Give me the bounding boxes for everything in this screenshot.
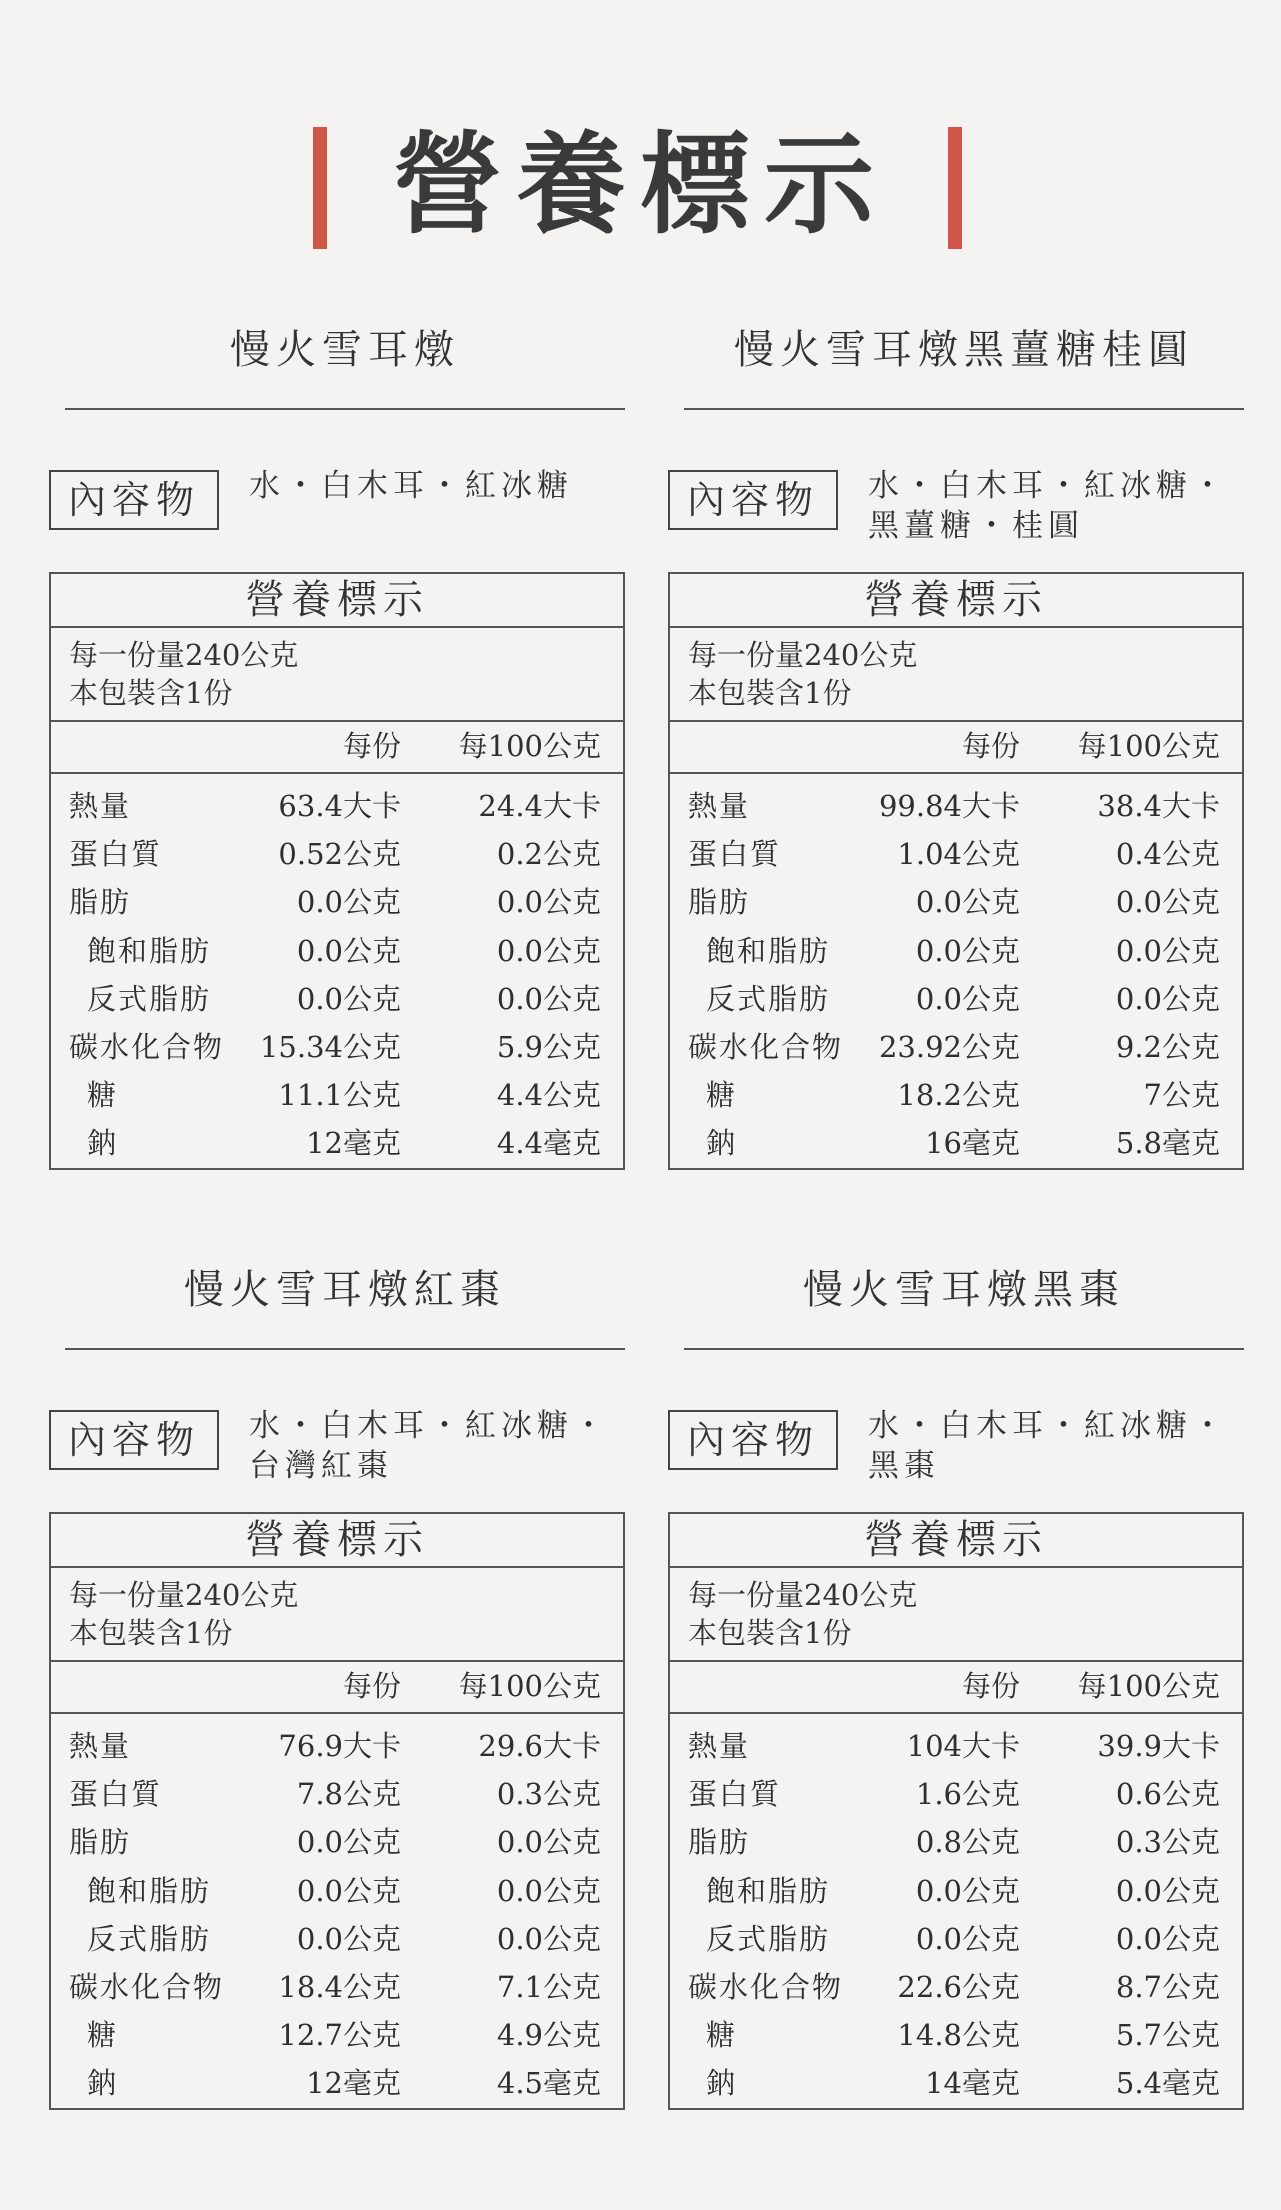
per-100g-value: 7.1公克 bbox=[496, 1969, 601, 2004]
per-serving-value: 99.84大卡 bbox=[878, 789, 1020, 823]
per-100g-value: 5.7公克 bbox=[1115, 2018, 1220, 2053]
per-serving-value: 0.0公克 bbox=[915, 933, 1020, 968]
per-serving-value: 0.52公克 bbox=[278, 837, 401, 872]
nutrient-label: 脂肪 bbox=[69, 1825, 132, 1860]
table-row bbox=[51, 1071, 623, 1119]
per-100g-value: 0.0公克 bbox=[496, 1873, 601, 1908]
per-100g-value: 0.0公克 bbox=[496, 981, 601, 1016]
per-100g-value: 4.4毫克 bbox=[496, 1126, 601, 1161]
per-100g-value: 0.6公克 bbox=[1115, 1777, 1220, 1812]
nutrient-label: 碳水化合物 bbox=[69, 1029, 225, 1064]
nutrient-label: 飽和脂肪 bbox=[87, 933, 212, 968]
divider bbox=[65, 408, 625, 410]
ingredients-line: 水・白木耳・紅冰糖・ bbox=[868, 468, 1228, 504]
per-serving-value: 1.6公克 bbox=[915, 1777, 1020, 1812]
table-row bbox=[670, 1023, 1242, 1071]
per-100g-value: 0.0公克 bbox=[496, 1921, 601, 1956]
nutrient-label: 脂肪 bbox=[688, 1825, 751, 1860]
per-serving-value: 12毫克 bbox=[306, 2066, 401, 2101]
column-header-row bbox=[670, 720, 1242, 774]
serving-info bbox=[688, 1576, 917, 1652]
per-serving-value: 22.6公克 bbox=[897, 1969, 1020, 2004]
product-name: 慢火雪耳燉黑薑糖桂圓 bbox=[734, 327, 1194, 373]
nutrition-table-title: 營養標示 bbox=[670, 1514, 1242, 1568]
ingredients-text bbox=[868, 466, 1248, 546]
per-serving-value: 11.1公克 bbox=[278, 1078, 401, 1113]
per-serving-value: 0.0公克 bbox=[915, 1873, 1020, 1908]
product-name: 慢火雪耳燉 bbox=[230, 327, 460, 373]
per-serving-value: 63.4大卡 bbox=[278, 789, 401, 823]
per-100g-value: 0.0公克 bbox=[1115, 1921, 1220, 1956]
table-row bbox=[670, 782, 1242, 830]
table-row bbox=[51, 1867, 623, 1915]
table-row bbox=[51, 975, 623, 1023]
nutrient-label: 碳水化合物 bbox=[688, 1969, 844, 2004]
ingredients-text bbox=[249, 1406, 629, 1486]
nutrient-label: 熱量 bbox=[688, 789, 751, 823]
per-100g-value: 29.6大卡 bbox=[478, 1729, 601, 1763]
nutrient-label: 反式脂肪 bbox=[706, 981, 831, 1016]
per-100g-value: 7公克 bbox=[1143, 1078, 1220, 1113]
per-serving-value: 18.2公克 bbox=[897, 1078, 1020, 1113]
nutrient-label: 鈉 bbox=[706, 1126, 738, 1161]
per-100g-value: 4.4公克 bbox=[496, 1078, 601, 1113]
table-row bbox=[670, 1722, 1242, 1770]
per-serving-value: 0.0公克 bbox=[915, 981, 1020, 1016]
per-100g-value: 0.0公克 bbox=[1115, 933, 1220, 968]
per-serving-value: 12毫克 bbox=[306, 1126, 401, 1161]
table-row bbox=[670, 1071, 1242, 1119]
servings-per-pack: 本包裝含1份 bbox=[688, 1616, 852, 1650]
servings-per-pack: 本包裝含1份 bbox=[688, 676, 852, 710]
servings-per-pack: 本包裝含1份 bbox=[69, 1616, 233, 1650]
ingredients-line: 水・白木耳・紅冰糖・ bbox=[868, 1408, 1228, 1444]
per-100g-value: 0.3公克 bbox=[496, 1777, 601, 1812]
table-row bbox=[670, 2011, 1242, 2059]
column-header-per-serving: 每份 bbox=[961, 1669, 1020, 1703]
per-100g-value: 39.9大卡 bbox=[1097, 1729, 1220, 1763]
nutrient-label: 鈉 bbox=[87, 1126, 119, 1161]
per-100g-value: 4.5毫克 bbox=[496, 2066, 601, 2101]
nutrient-label: 糖 bbox=[87, 1078, 119, 1113]
nutrient-label: 熱量 bbox=[69, 789, 132, 823]
nutrient-label: 鈉 bbox=[706, 2066, 738, 2101]
per-serving-value: 104大卡 bbox=[906, 1729, 1020, 1763]
nutrition-table bbox=[49, 572, 625, 1170]
nutrient-label: 蛋白質 bbox=[69, 837, 163, 872]
nutrient-label: 碳水化合物 bbox=[69, 1969, 225, 2004]
table-row bbox=[670, 2059, 1242, 2107]
nutrient-label: 糖 bbox=[87, 2018, 119, 2053]
product-card bbox=[668, 1260, 1244, 2150]
table-row bbox=[51, 878, 623, 926]
nutrient-label: 反式脂肪 bbox=[87, 1921, 212, 1956]
per-100g-value: 0.0公克 bbox=[496, 1825, 601, 1860]
nutrient-label: 熱量 bbox=[688, 1729, 751, 1763]
table-row bbox=[670, 1867, 1242, 1915]
nutrient-label: 碳水化合物 bbox=[688, 1029, 844, 1064]
table-row bbox=[51, 1119, 623, 1167]
per-serving-value: 0.0公克 bbox=[915, 885, 1020, 920]
product-card bbox=[49, 1260, 625, 2150]
table-row bbox=[670, 1770, 1242, 1818]
serving-info bbox=[69, 1576, 298, 1652]
per-serving-value: 0.0公克 bbox=[915, 1921, 1020, 1956]
column-header-per-serving: 每份 bbox=[342, 1669, 401, 1703]
column-header-per-serving: 每份 bbox=[961, 729, 1020, 763]
per-100g-value: 24.4大卡 bbox=[478, 789, 601, 823]
per-serving-value: 0.0公克 bbox=[296, 1873, 401, 1908]
serving-size: 每一份量240公克 bbox=[688, 638, 918, 672]
per-100g-value: 0.4公克 bbox=[1115, 837, 1220, 872]
nutrient-label: 蛋白質 bbox=[688, 837, 782, 872]
column-header-per-100g: 每100公克 bbox=[458, 729, 601, 763]
page-title: 營養標示 bbox=[392, 120, 888, 249]
table-row bbox=[51, 1722, 623, 1770]
per-100g-value: 0.0公克 bbox=[1115, 1873, 1220, 1908]
product-card bbox=[49, 320, 625, 1210]
nutrient-label: 飽和脂肪 bbox=[706, 933, 831, 968]
divider bbox=[684, 1348, 1244, 1350]
product-name: 慢火雪耳燉黑棗 bbox=[803, 1267, 1125, 1313]
table-row bbox=[51, 830, 623, 878]
table-row bbox=[670, 927, 1242, 975]
table-row bbox=[670, 1818, 1242, 1866]
per-100g-value: 0.2公克 bbox=[496, 837, 601, 872]
nutrition-table bbox=[49, 1512, 625, 2110]
ingredients-line: 黑棗 bbox=[868, 1448, 940, 1484]
column-header-per-100g: 每100公克 bbox=[1077, 1669, 1220, 1703]
per-serving-value: 14毫克 bbox=[925, 2066, 1020, 2101]
nutrient-label: 鈉 bbox=[87, 2066, 119, 2101]
table-row bbox=[51, 1818, 623, 1866]
serving-info bbox=[69, 636, 298, 712]
per-serving-value: 23.92公克 bbox=[878, 1029, 1020, 1064]
per-serving-value: 18.4公克 bbox=[278, 1969, 401, 2004]
ingredients-label: 內容物 bbox=[668, 1410, 838, 1470]
ingredients-line: 台灣紅棗 bbox=[249, 1448, 393, 1484]
serving-size: 每一份量240公克 bbox=[69, 1578, 299, 1612]
table-row bbox=[51, 782, 623, 830]
per-100g-value: 38.4大卡 bbox=[1097, 789, 1220, 823]
column-header-row bbox=[670, 1660, 1242, 1714]
serving-info bbox=[688, 636, 917, 712]
per-100g-value: 0.0公克 bbox=[1115, 981, 1220, 1016]
table-row bbox=[51, 2011, 623, 2059]
per-serving-value: 16毫克 bbox=[925, 1126, 1020, 1161]
per-100g-value: 0.0公克 bbox=[496, 885, 601, 920]
column-header-row bbox=[51, 1660, 623, 1714]
title-accent-bar-right bbox=[948, 127, 962, 249]
ingredients-line: 水・白木耳・紅冰糖 bbox=[249, 468, 573, 504]
nutrient-label: 反式脂肪 bbox=[706, 1921, 831, 1956]
per-serving-value: 0.0公克 bbox=[296, 1825, 401, 1860]
per-100g-value: 5.4毫克 bbox=[1115, 2066, 1220, 2101]
nutrition-table-title: 營養標示 bbox=[51, 1514, 623, 1568]
per-100g-value: 0.3公克 bbox=[1115, 1825, 1220, 1860]
nutrient-label: 飽和脂肪 bbox=[706, 1873, 831, 1908]
nutrient-label: 糖 bbox=[706, 1078, 738, 1113]
table-row bbox=[51, 2059, 623, 2107]
per-serving-value: 76.9大卡 bbox=[278, 1729, 401, 1763]
page-header bbox=[0, 115, 1281, 255]
table-row bbox=[51, 1023, 623, 1071]
ingredients-label: 內容物 bbox=[49, 470, 219, 530]
divider bbox=[65, 1348, 625, 1350]
serving-size: 每一份量240公克 bbox=[688, 1578, 918, 1612]
nutrient-label: 熱量 bbox=[69, 1729, 132, 1763]
ingredients-label: 內容物 bbox=[668, 470, 838, 530]
title-accent-bar-left bbox=[313, 127, 327, 249]
ingredients-line: 水・白木耳・紅冰糖・ bbox=[249, 1408, 609, 1444]
per-serving-value: 7.8公克 bbox=[296, 1777, 401, 1812]
column-header-per-100g: 每100公克 bbox=[1077, 729, 1220, 763]
per-serving-value: 0.0公克 bbox=[296, 981, 401, 1016]
per-100g-value: 5.9公克 bbox=[496, 1029, 601, 1064]
nutrient-label: 飽和脂肪 bbox=[87, 1873, 212, 1908]
ingredients-line: 黑薑糖・桂圓 bbox=[868, 508, 1084, 544]
table-row bbox=[670, 1915, 1242, 1963]
table-row bbox=[670, 1119, 1242, 1167]
per-serving-value: 1.04公克 bbox=[897, 837, 1020, 872]
table-row bbox=[670, 975, 1242, 1023]
per-100g-value: 8.7公克 bbox=[1115, 1969, 1220, 2004]
product-name: 慢火雪耳燉紅棗 bbox=[184, 1267, 506, 1313]
table-row bbox=[51, 1963, 623, 2011]
table-row bbox=[670, 830, 1242, 878]
nutrition-table-title: 營養標示 bbox=[670, 574, 1242, 628]
nutrient-label: 脂肪 bbox=[69, 885, 132, 920]
per-100g-value: 4.9公克 bbox=[496, 2018, 601, 2053]
ingredients-text bbox=[868, 1406, 1248, 1486]
nutrient-rows bbox=[670, 1722, 1242, 2108]
column-header-row bbox=[51, 720, 623, 774]
ingredients-label: 內容物 bbox=[49, 1410, 219, 1470]
nutrient-rows bbox=[51, 1722, 623, 2108]
servings-per-pack: 本包裝含1份 bbox=[69, 676, 233, 710]
serving-size: 每一份量240公克 bbox=[69, 638, 299, 672]
per-100g-value: 9.2公克 bbox=[1115, 1029, 1220, 1064]
per-serving-value: 0.0公克 bbox=[296, 885, 401, 920]
per-serving-value: 0.8公克 bbox=[915, 1825, 1020, 1860]
nutrient-label: 蛋白質 bbox=[69, 1777, 163, 1812]
nutrient-label: 反式脂肪 bbox=[87, 981, 212, 1016]
nutrient-rows bbox=[670, 782, 1242, 1168]
per-serving-value: 0.0公克 bbox=[296, 933, 401, 968]
column-header-per-100g: 每100公克 bbox=[458, 1669, 601, 1703]
table-row bbox=[670, 878, 1242, 926]
table-row bbox=[51, 1770, 623, 1818]
ingredients-text bbox=[249, 466, 629, 506]
table-row bbox=[51, 927, 623, 975]
per-serving-value: 14.8公克 bbox=[897, 2018, 1020, 2053]
nutrition-table bbox=[668, 572, 1244, 1170]
per-serving-value: 12.7公克 bbox=[278, 2018, 401, 2053]
per-100g-value: 5.8毫克 bbox=[1115, 1126, 1220, 1161]
divider bbox=[684, 408, 1244, 410]
per-serving-value: 15.34公克 bbox=[259, 1029, 401, 1064]
per-100g-value: 0.0公克 bbox=[1115, 885, 1220, 920]
nutrient-label: 脂肪 bbox=[688, 885, 751, 920]
product-card bbox=[668, 320, 1244, 1210]
nutrition-table bbox=[668, 1512, 1244, 2110]
per-100g-value: 0.0公克 bbox=[496, 933, 601, 968]
column-header-per-serving: 每份 bbox=[342, 729, 401, 763]
nutrition-table-title: 營養標示 bbox=[51, 574, 623, 628]
table-row bbox=[670, 1963, 1242, 2011]
per-serving-value: 0.0公克 bbox=[296, 1921, 401, 1956]
table-row bbox=[51, 1915, 623, 1963]
nutrient-label: 糖 bbox=[706, 2018, 738, 2053]
nutrient-rows bbox=[51, 782, 623, 1168]
nutrient-label: 蛋白質 bbox=[688, 1777, 782, 1812]
